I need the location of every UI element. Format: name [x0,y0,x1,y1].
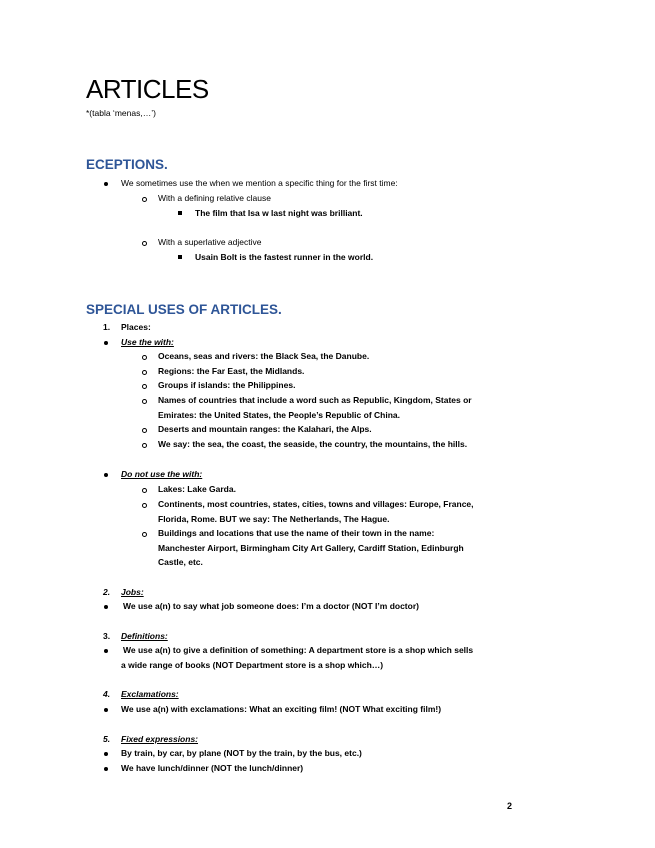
page-title: ARTICLES [86,74,209,104]
not-item: Continents, most countries, states, cities, towns and villages: Europe, France, [158,499,474,509]
square-bullet-icon [178,255,182,259]
circle-bullet-icon [142,503,147,508]
use-item: We say: the sea, the coast, the seaside, the country, the mountains, the hills. [158,439,468,449]
circle-bullet-icon [142,428,147,433]
definitions-label: Definitions: [121,631,168,641]
exceptions-sub1: With a defining relative clause [158,193,271,203]
fixed-expressions-number: 5. [103,734,111,744]
fixed-expressions-line: We have lunch/dinner (NOT the lunch/dinner) [121,763,304,773]
not-item: Buildings and locations that use the name of their town in the name: [158,528,435,538]
bullet-icon [104,605,108,609]
jobs-line: We use a(n) to say what job someone does: I’m a doctor (NOT I’m doctor) [123,601,419,611]
subtitle-note: *(tabla ‘menas,…’) [86,108,156,118]
use-item: Names of countries that include a word such as Republic, Kingdom, States or [158,395,472,405]
circle-bullet-icon [142,488,147,493]
exceptions-main: We sometimes use the when we mention a specific thing for the first time: [121,178,398,188]
exclamations-line: We use a(n) with exclamations: What an exciting film! (NOT What exciting film!) [121,704,442,714]
bullet-icon [104,752,108,756]
use-item: Oceans, seas and rivers: the Black Sea, the Danube. [158,351,370,361]
jobs-number: 2. [103,587,111,597]
jobs-label: Jobs: [121,587,144,597]
not-item-continuation: Castle, etc. [158,557,203,567]
circle-bullet-icon [142,241,147,246]
fixed-expressions-label: Fixed expressions: [121,734,199,744]
not-item-continuation: Manchester Airport, Birmingham City Art Gallery, Cardiff Station, Edinburgh [158,543,464,553]
bullet-icon [104,649,108,653]
definitions-number: 3. [103,631,111,641]
places-label: Places: [121,322,151,332]
circle-bullet-icon [142,197,147,202]
circle-bullet-icon [142,399,147,404]
use-item: Regions: the Far East, the Midlands. [158,366,305,376]
exceptions-sub2: With a superlative adjective [158,237,262,247]
special-uses-heading: SPECIAL USES OF ARTICLES. [86,302,282,317]
exclamations-label: Exclamations: [121,689,179,699]
not-item-continuation: Florida, Rome. BUT we say: The Netherlands, The Hague. [158,514,390,524]
definitions-line: We use a(n) to give a definition of something: A department store is a shop which sells [123,645,474,655]
exceptions-sub1-example: The film that Isa w last night was brilliant. [195,208,363,218]
exceptions-heading: ECEPTIONS. [86,157,168,172]
circle-bullet-icon [142,370,147,375]
page-number: 2 [507,801,513,811]
circle-bullet-icon [142,443,147,448]
not-item: Lakes: Lake Garda. [158,484,236,494]
exclamations-number: 4. [103,689,111,699]
use-item-continuation: Emirates: the United States, the People’s Republic of China. [158,410,400,420]
fixed-expressions-line: By train, by car, by plane (NOT by the train, by the bus, etc.) [121,748,362,758]
do-not-use-label: Do not use the with: [121,469,203,479]
circle-bullet-icon [142,384,147,389]
square-bullet-icon [178,211,182,215]
bullet-icon [104,341,108,345]
bullet-icon [104,182,108,186]
bullet-icon [104,767,108,771]
bullet-icon [104,708,108,712]
circle-bullet-icon [142,532,147,537]
use-the-with-label: Use the with: [121,337,174,347]
circle-bullet-icon [142,355,147,360]
bullet-icon [104,473,108,477]
definitions-line-continuation: a wide range of books (NOT Department store is a shop which…) [121,660,384,670]
use-item: Groups if islands: the Philippines. [158,380,296,390]
use-item: Deserts and mountain ranges: the Kalahari, the Alps. [158,424,372,434]
places-number: 1. [103,322,111,332]
exceptions-sub2-example: Usain Bolt is the fastest runner in the world. [195,252,374,262]
